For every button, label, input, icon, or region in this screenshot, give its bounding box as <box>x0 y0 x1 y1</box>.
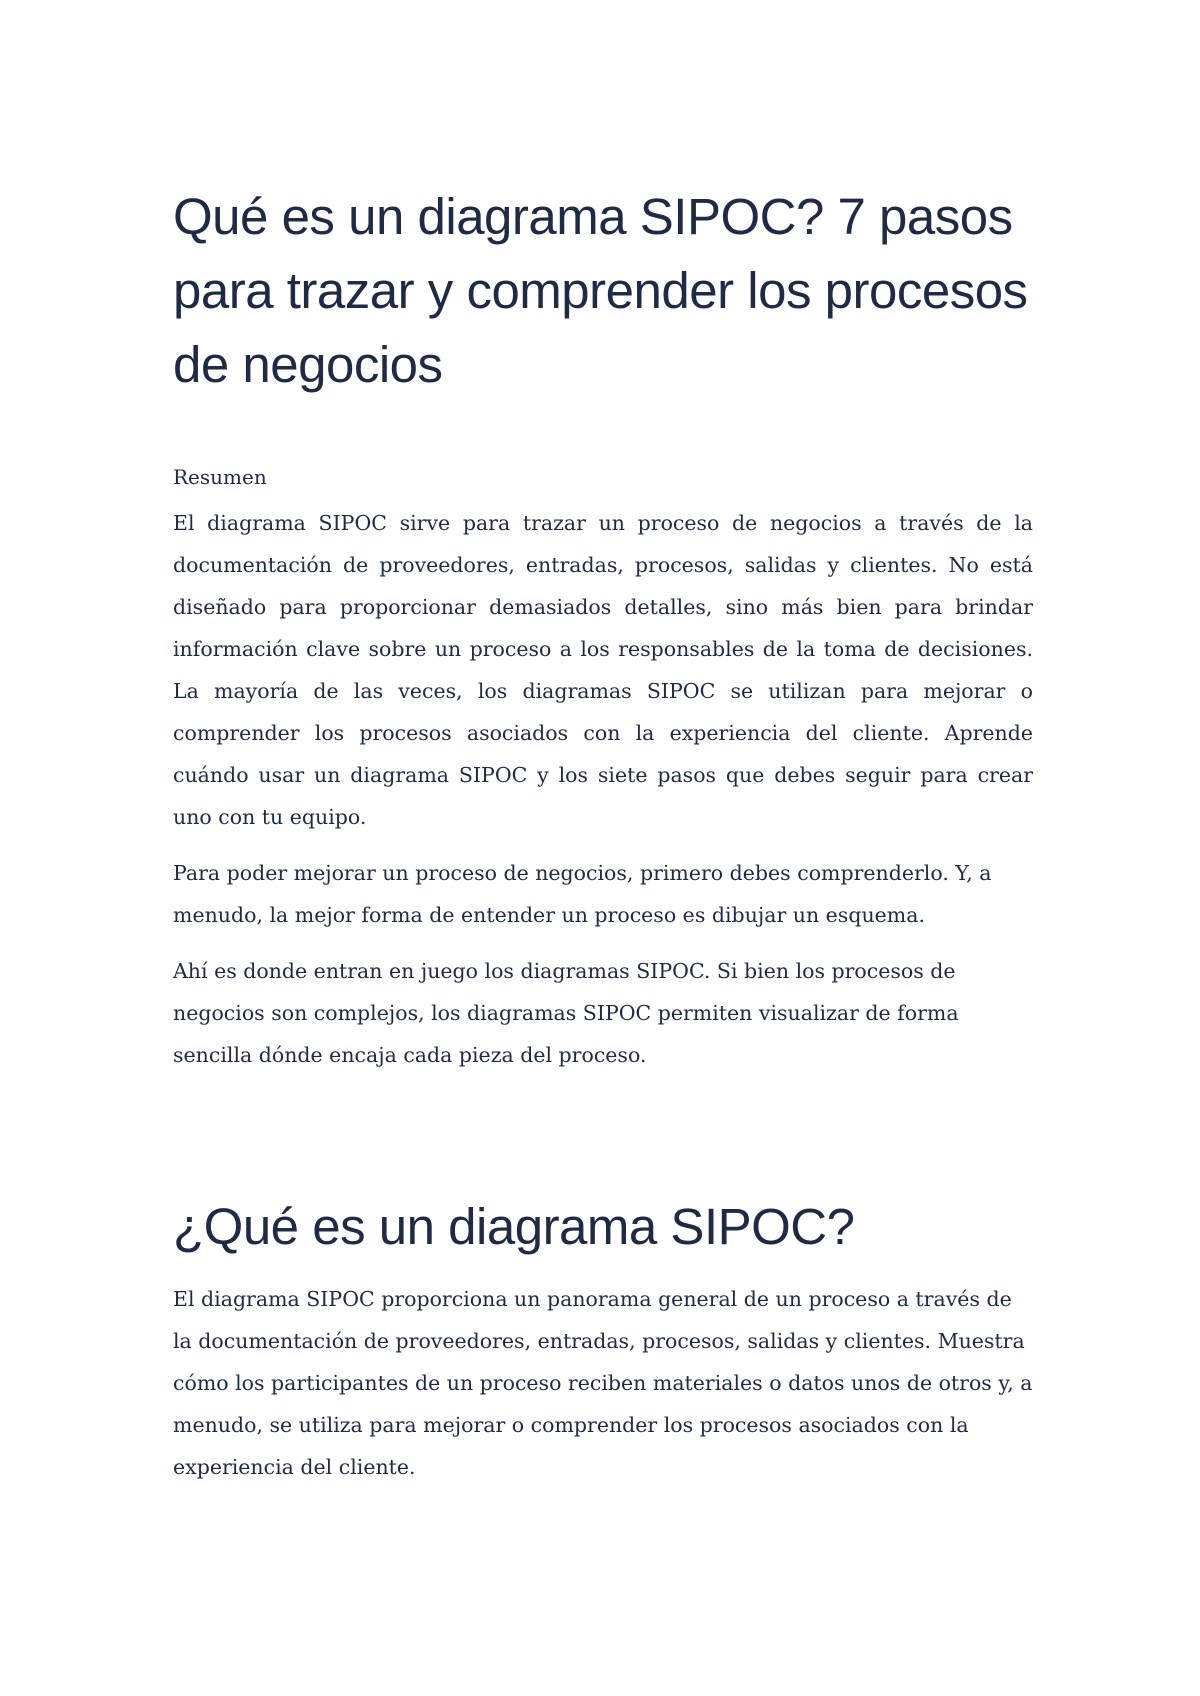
summary-paragraph: El diagrama SIPOC sirve para trazar un proceso de negocios a través de la documentación de proveedores, entradas, procesos, salidas y clientes. No está diseñado para proporcionar demasiados detalles, sino más bien para brindar información clave sobre un proceso a los responsables de la toma de decisiones. La mayoría de las veces, los diagramas SIPOC se utilizan para mejorar o comprender los procesos asociados con la experiencia del cliente. Aprende cuándo usar un diagrama SIPOC y los siete pasos que debes seguir para crear uno con tu equipo. <box>173 511 1033 829</box>
section-heading: ¿Qué es un diagrama SIPOC? <box>173 1198 855 1255</box>
section-paragraph: El diagrama SIPOC proporciona un panorama general de un proceso a través de la documentación de proveedores, entradas, procesos, salidas y clientes. Muestra cómo los participantes de un proceso reciben materiales o datos unos de otros y, a menudo, se utiliza para mejorar o comprender los procesos asociados con la experiencia del cliente. <box>173 1287 1033 1479</box>
document-content <box>173 180 1033 1488</box>
context-paragraph: Ahí es donde entran en juego los diagramas SIPOC. Si bien los procesos de negocios son complejos, los diagramas SIPOC permiten visualizar de forma sencilla dónde encaja cada pieza del proceso. <box>173 959 959 1067</box>
document-title: Qué es un diagrama SIPOC? 7 pasos para trazar y comprender los procesos de negocios <box>173 188 1028 393</box>
summary-label: Resumen <box>173 465 267 489</box>
intro-paragraph: Para poder mejorar un proceso de negocios, primero debes comprenderlo. Y, a menudo, la mejor forma de entender un proceso es dibujar un esquema. <box>173 861 992 927</box>
